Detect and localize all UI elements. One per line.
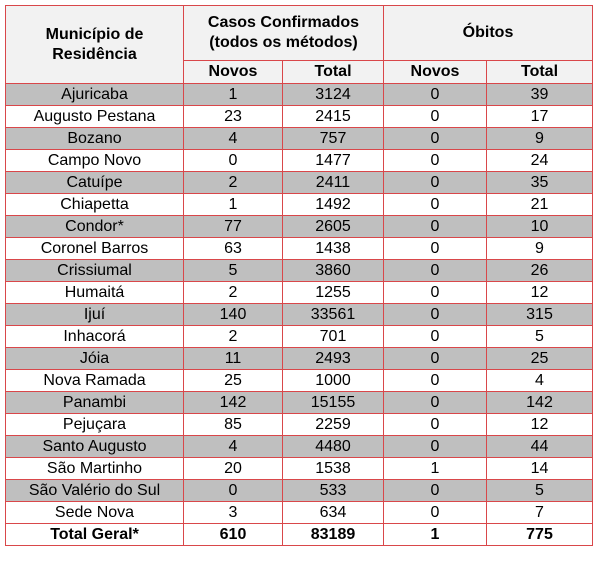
table-row xyxy=(6,238,593,260)
cell-municipio: Crissiumal xyxy=(6,260,184,282)
cell-obitos-novos: 0 xyxy=(384,414,487,436)
table-row xyxy=(6,392,593,414)
cell-obitos-total: 12 xyxy=(487,414,593,436)
cell-obitos-total: 5 xyxy=(487,326,593,348)
cell-obitos-total: 9 xyxy=(487,128,593,150)
cell-casos-total: 2605 xyxy=(283,216,384,238)
header-obitos-total: Total xyxy=(487,61,593,84)
table-row xyxy=(6,282,593,304)
cell-casos-novos: 142 xyxy=(184,392,283,414)
cell-casos-total: 533 xyxy=(283,480,384,502)
table-row xyxy=(6,326,593,348)
header-municipio xyxy=(6,6,184,84)
cell-municipio: Santo Augusto xyxy=(6,436,184,458)
table-row xyxy=(6,304,593,326)
cell-obitos-novos: 0 xyxy=(384,370,487,392)
cell-casos-total: 2493 xyxy=(283,348,384,370)
cell-casos-total: 3860 xyxy=(283,260,384,282)
cell-obitos-total: 5 xyxy=(487,480,593,502)
cell-casos-novos: 0 xyxy=(184,480,283,502)
cell-casos-novos: 1 xyxy=(184,194,283,216)
cell-casos-total: 3124 xyxy=(283,84,384,106)
table-row xyxy=(6,150,593,172)
cell-casos-total: 634 xyxy=(283,502,384,524)
header-obitos xyxy=(384,6,593,61)
cell-casos-total: 1477 xyxy=(283,150,384,172)
cell-casos-total: 2415 xyxy=(283,106,384,128)
table-row xyxy=(6,370,593,392)
cell-obitos-total: 7 xyxy=(487,502,593,524)
cell-casos-novos: 2 xyxy=(184,282,283,304)
cell-casos-total: 1438 xyxy=(283,238,384,260)
cell-obitos-total: 26 xyxy=(487,260,593,282)
table-row xyxy=(6,84,593,106)
cell-obitos-novos: 0 xyxy=(384,282,487,304)
table-row xyxy=(6,502,593,524)
cell-obitos-novos: 0 xyxy=(384,436,487,458)
cell-obitos-novos: 0 xyxy=(384,238,487,260)
cell-obitos-total: 21 xyxy=(487,194,593,216)
cell-casos-novos: 11 xyxy=(184,348,283,370)
table-row xyxy=(6,458,593,480)
cell-obitos-novos: 0 xyxy=(384,194,487,216)
cell-casos-total: 1492 xyxy=(283,194,384,216)
cell-obitos-total: 315 xyxy=(487,304,593,326)
cell-obitos-novos: 0 xyxy=(384,260,487,282)
cell-casos-novos: 20 xyxy=(184,458,283,480)
cell-casos-novos: 25 xyxy=(184,370,283,392)
cell-municipio: Ijuí xyxy=(6,304,184,326)
cell-casos-total: 1000 xyxy=(283,370,384,392)
cell-obitos-total: 35 xyxy=(487,172,593,194)
cell-obitos-novos: 0 xyxy=(384,348,487,370)
cell-municipio: Campo Novo xyxy=(6,150,184,172)
cell-obitos-total: 25 xyxy=(487,348,593,370)
cell-casos-novos: 3 xyxy=(184,502,283,524)
cell-obitos-novos: 0 xyxy=(384,480,487,502)
cell-municipio: Coronel Barros xyxy=(6,238,184,260)
total-obitos-total: 775 xyxy=(487,524,593,546)
cell-municipio: Pejuçara xyxy=(6,414,184,436)
cell-municipio: São Martinho xyxy=(6,458,184,480)
cell-municipio: Condor* xyxy=(6,216,184,238)
cell-municipio: Nova Ramada xyxy=(6,370,184,392)
table-row xyxy=(6,216,593,238)
cell-casos-total: 4480 xyxy=(283,436,384,458)
cell-obitos-total: 9 xyxy=(487,238,593,260)
header-obitos-label: Óbitos xyxy=(462,24,514,41)
cell-casos-novos: 85 xyxy=(184,414,283,436)
cell-municipio: Humaitá xyxy=(6,282,184,304)
header-casos-label: Casos Confirmados (todos os métodos) xyxy=(207,14,360,51)
cell-obitos-novos: 0 xyxy=(384,150,487,172)
table-body xyxy=(6,84,593,546)
cell-obitos-total: 142 xyxy=(487,392,593,414)
cell-obitos-novos: 0 xyxy=(384,304,487,326)
total-label: Total Geral* xyxy=(6,524,184,546)
covid-table xyxy=(5,5,593,546)
cell-municipio: Jóia xyxy=(6,348,184,370)
cell-casos-total: 2259 xyxy=(283,414,384,436)
cell-obitos-novos: 0 xyxy=(384,128,487,150)
cell-obitos-total: 12 xyxy=(487,282,593,304)
cell-obitos-total: 44 xyxy=(487,436,593,458)
cell-obitos-novos: 0 xyxy=(384,216,487,238)
cell-obitos-novos: 0 xyxy=(384,326,487,348)
header-casos xyxy=(184,6,384,61)
table-row xyxy=(6,128,593,150)
cell-municipio: Bozano xyxy=(6,128,184,150)
cell-casos-novos: 2 xyxy=(184,326,283,348)
header-casos-total: Total xyxy=(283,61,384,84)
table-row xyxy=(6,194,593,216)
cell-casos-novos: 2 xyxy=(184,172,283,194)
cell-municipio: Sede Nova xyxy=(6,502,184,524)
cell-obitos-novos: 0 xyxy=(384,84,487,106)
cell-municipio: Augusto Pestana xyxy=(6,106,184,128)
table-row xyxy=(6,260,593,282)
cell-obitos-total: 17 xyxy=(487,106,593,128)
cell-obitos-total: 14 xyxy=(487,458,593,480)
total-row xyxy=(6,524,593,546)
cell-casos-total: 1255 xyxy=(283,282,384,304)
cell-municipio: São Valério do Sul xyxy=(6,480,184,502)
cell-obitos-novos: 1 xyxy=(384,458,487,480)
total-obitos-novos: 1 xyxy=(384,524,487,546)
table-row xyxy=(6,414,593,436)
table-row xyxy=(6,172,593,194)
cell-obitos-total: 4 xyxy=(487,370,593,392)
cell-casos-total: 15155 xyxy=(283,392,384,414)
cell-casos-total: 2411 xyxy=(283,172,384,194)
cell-obitos-total: 10 xyxy=(487,216,593,238)
cell-casos-total: 1538 xyxy=(283,458,384,480)
cell-municipio: Chiapetta xyxy=(6,194,184,216)
cell-casos-novos: 4 xyxy=(184,436,283,458)
cell-municipio: Catuípe xyxy=(6,172,184,194)
table-row xyxy=(6,348,593,370)
cell-obitos-novos: 0 xyxy=(384,502,487,524)
header-municipio-label: Município de Residência xyxy=(45,25,144,63)
cell-casos-total: 33561 xyxy=(283,304,384,326)
total-casos-total: 83189 xyxy=(283,524,384,546)
cell-casos-novos: 77 xyxy=(184,216,283,238)
table-row xyxy=(6,436,593,458)
table-row xyxy=(6,480,593,502)
table-row xyxy=(6,106,593,128)
table-container xyxy=(5,5,592,546)
cell-municipio: Ajuricaba xyxy=(6,84,184,106)
cell-casos-novos: 140 xyxy=(184,304,283,326)
total-casos-novos: 610 xyxy=(184,524,283,546)
cell-obitos-novos: 0 xyxy=(384,106,487,128)
cell-casos-novos: 23 xyxy=(184,106,283,128)
cell-casos-total: 701 xyxy=(283,326,384,348)
cell-obitos-total: 39 xyxy=(487,84,593,106)
cell-casos-total: 757 xyxy=(283,128,384,150)
header-casos-novos: Novos xyxy=(184,61,283,84)
header-obitos-novos: Novos xyxy=(384,61,487,84)
cell-obitos-total: 24 xyxy=(487,150,593,172)
cell-casos-novos: 4 xyxy=(184,128,283,150)
cell-obitos-novos: 0 xyxy=(384,172,487,194)
cell-municipio: Panambi xyxy=(6,392,184,414)
cell-casos-novos: 5 xyxy=(184,260,283,282)
cell-casos-novos: 0 xyxy=(184,150,283,172)
cell-casos-novos: 1 xyxy=(184,84,283,106)
cell-casos-novos: 63 xyxy=(184,238,283,260)
cell-municipio: Inhacorá xyxy=(6,326,184,348)
cell-obitos-novos: 0 xyxy=(384,392,487,414)
